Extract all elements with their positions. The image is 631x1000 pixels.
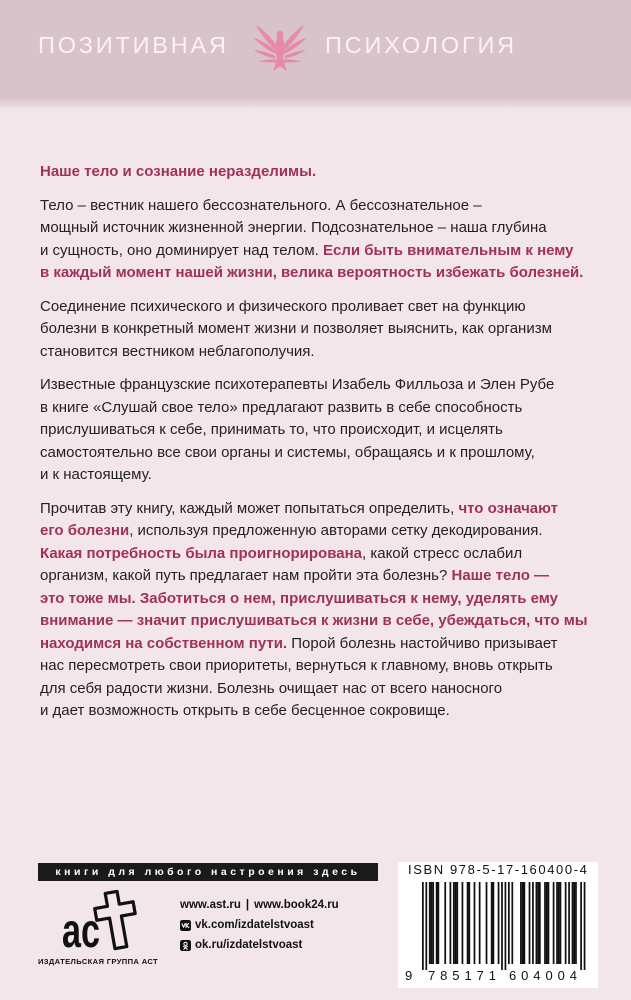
text-line (40, 419, 620, 442)
bird-wings-icon (251, 19, 309, 75)
barcode-bar (422, 882, 424, 970)
blurb-text: Известные французские психотерапевты Изабель Филльоза и Элен Рубе (40, 376, 555, 393)
text-line (40, 318, 620, 341)
barcode-bar (437, 882, 439, 964)
barcode-bar (511, 882, 513, 964)
barcode-bar (546, 882, 548, 964)
barcode-bar (523, 882, 525, 964)
text-line (40, 296, 620, 319)
logo-wing-right (283, 25, 307, 63)
text-line (40, 217, 620, 240)
text-line (40, 161, 620, 184)
ast-publisher-logo (58, 890, 138, 952)
blurb-text: становится вестником неблагополучия. (40, 342, 315, 360)
barcode-bar (584, 882, 586, 970)
barcode-digits-right: 604004 (509, 968, 577, 983)
barcode-bar (462, 882, 464, 964)
publisher-name: ИЗДАТЕЛЬСКАЯ ГРУППА АСТ (38, 957, 158, 966)
barcode-bar (467, 882, 469, 964)
blurb-text: прислушиваться к себе, принимать то, что происходит, и исцелять (40, 421, 503, 438)
tagline-bar (38, 863, 378, 881)
text-line (40, 655, 620, 678)
text-line (40, 565, 620, 588)
barcode-bar (544, 882, 546, 964)
blurb-text: и дает возможность открыть в себе бесценное сокровище. (40, 702, 450, 719)
series-title-left: ПОЗИТИВНАЯ (38, 32, 229, 58)
back-cover-blurb (40, 161, 620, 723)
publisher-links (180, 895, 339, 955)
text-line (40, 397, 620, 420)
barcode-bar (565, 882, 567, 964)
barcode-bar (558, 882, 560, 964)
blurb-paragraph (40, 498, 620, 723)
link-separator: | (245, 899, 250, 911)
text-line (40, 195, 620, 218)
ok-row (180, 935, 339, 955)
text-line (40, 498, 620, 521)
text-line (40, 240, 620, 263)
text-line (40, 678, 620, 701)
blurb-paragraph (40, 296, 620, 364)
blurb-text: мощный источник жизненной энергии. Подсознательное – наша глубина (40, 219, 547, 236)
logo-wing-left (253, 25, 277, 63)
blurb-emphasis: находимся на собственном пути. (40, 634, 288, 652)
ean13-barcode (398, 862, 598, 988)
barcode-bar (474, 882, 476, 964)
blurb-text: Порой болезнь настойчиво призывает (287, 634, 558, 652)
barcode-bar (532, 882, 534, 964)
website-row (180, 895, 339, 915)
vk-icon (180, 920, 191, 931)
text-line (40, 374, 620, 397)
blurb-emphasis: Какая потребность была проигнорирована (40, 544, 362, 562)
barcode-bar (468, 882, 470, 964)
barcode-bar (529, 882, 531, 964)
barcode-bar (453, 882, 455, 964)
blurb-text: Прочитав эту книгу, каждый может попытаться определить, (40, 499, 459, 517)
barcode-bar (425, 882, 427, 970)
barcode-bar (444, 882, 446, 964)
barcode-bar (432, 882, 434, 964)
blurb-paragraph (40, 161, 620, 184)
blurb-emphasis: его болезни (40, 522, 130, 539)
barcode-bar (575, 882, 577, 964)
website-link-book24: www.book24.ru (254, 899, 339, 911)
barcode-bar (501, 882, 503, 970)
logo-lettering: ас (62, 905, 100, 952)
barcode-bar (539, 882, 541, 964)
barcode-bar (436, 882, 438, 964)
barcode-bar (548, 882, 550, 964)
blurb-text: нас пересмотреть свои приоритеты, вернуться к главному, вновь открыть (40, 657, 553, 674)
barcode-bar (456, 882, 458, 964)
barcode-bars (422, 882, 585, 970)
website-link-ast: www.ast.ru (180, 899, 241, 911)
barcode-bar (429, 882, 431, 964)
isbn-label: ISBN 978-5-17-160400-4 (408, 862, 589, 877)
text-line (40, 464, 620, 487)
barcode-bar (520, 882, 522, 964)
blurb-text: самостоятельно все свои органы и системы, обращаясь и к прошлому, (40, 443, 535, 461)
blurb-emphasis: что означают (458, 499, 558, 517)
vk-row (180, 915, 339, 935)
blurb-emphasis: Наше тело — (451, 567, 550, 584)
blurb-emphasis: в каждый момент нашей жизни, велика вероятность избежать болезней. (40, 264, 584, 281)
barcode-bar (450, 882, 452, 964)
odnoklassniki-icon (180, 940, 191, 951)
blurb-emphasis: это тоже мы. Заботиться о нем, прислушиваться к нему, уделять ему (40, 589, 558, 607)
blurb-text: в книге «Слушай свое тело» предлагают развить в себе способность (40, 398, 523, 416)
text-line (40, 262, 620, 285)
barcode-bar (556, 882, 558, 964)
blurb-text: для себя радости жизни. Болезнь очищает нас от всего наносного (40, 679, 503, 697)
text-line (40, 543, 620, 566)
barcode-bar (498, 882, 500, 964)
isbn-barcode-box (398, 862, 598, 988)
text-line (40, 520, 620, 543)
barcode-bar (479, 882, 481, 964)
barcode-bar (455, 882, 457, 964)
text-line (40, 633, 620, 656)
blurb-paragraph (40, 195, 620, 285)
barcode-bar (493, 882, 495, 964)
blurb-paragraph (40, 374, 620, 487)
barcode-bar (572, 882, 574, 964)
barcode-bar (508, 882, 510, 964)
barcode-bar (568, 882, 570, 964)
barcode-bar (573, 882, 575, 964)
text-line (40, 341, 620, 364)
blurb-text: и сущность, оно доминирует над телом. (40, 241, 324, 259)
series-title-right: ПСИХОЛОГИЯ (325, 32, 517, 58)
barcode-bar (580, 882, 582, 970)
tagline-text: книги для любого настроения здесь (55, 866, 361, 878)
barcode-bar (491, 882, 493, 964)
blurb-text: Тело – вестник нашего бессознательного. А бессознательное – (40, 196, 482, 214)
barcode-digits-left: 785171 (428, 968, 496, 983)
text-line (40, 588, 620, 611)
blurb-text: и к настоящему. (40, 466, 152, 483)
barcode-bar (560, 882, 562, 964)
text-line (40, 700, 620, 723)
barcode-digit-first: 9 (405, 968, 413, 983)
blurb-emphasis: внимание — значит прислушиваться к жизни в себе, убеждаться, что мы (40, 612, 588, 629)
ok-link: ok.ru/izdatelstvoast (195, 939, 303, 951)
blurb-text: организм, какой путь предлагает нам пройти эта болезнь? (40, 567, 452, 584)
blurb-text: болезни в конкретный момент жизни и позволяет выяснить, как организм (40, 320, 552, 337)
barcode-bar (553, 882, 555, 964)
text-line (40, 442, 620, 465)
barcode-bar (536, 882, 538, 964)
blurb-emphasis: Если быть внимательным к нему (323, 241, 574, 259)
barcode-bar (486, 882, 488, 964)
blurb-text: Соединение психического и физического проливает свет на функцию (40, 297, 526, 315)
barcode-bar (537, 882, 539, 964)
text-line (40, 610, 620, 633)
barcode-bar (505, 882, 507, 970)
vk-link: vk.com/izdatelstvoast (195, 919, 314, 931)
blurb-emphasis: Наше тело и сознание неразделимы. (40, 163, 317, 180)
blurb-text: , используя предложенную авторами сетку декодирования. (129, 522, 543, 539)
barcode-bar (431, 882, 433, 964)
blurb-text: , какой стресс ослабил (362, 544, 523, 562)
barcode-bar (522, 882, 524, 964)
